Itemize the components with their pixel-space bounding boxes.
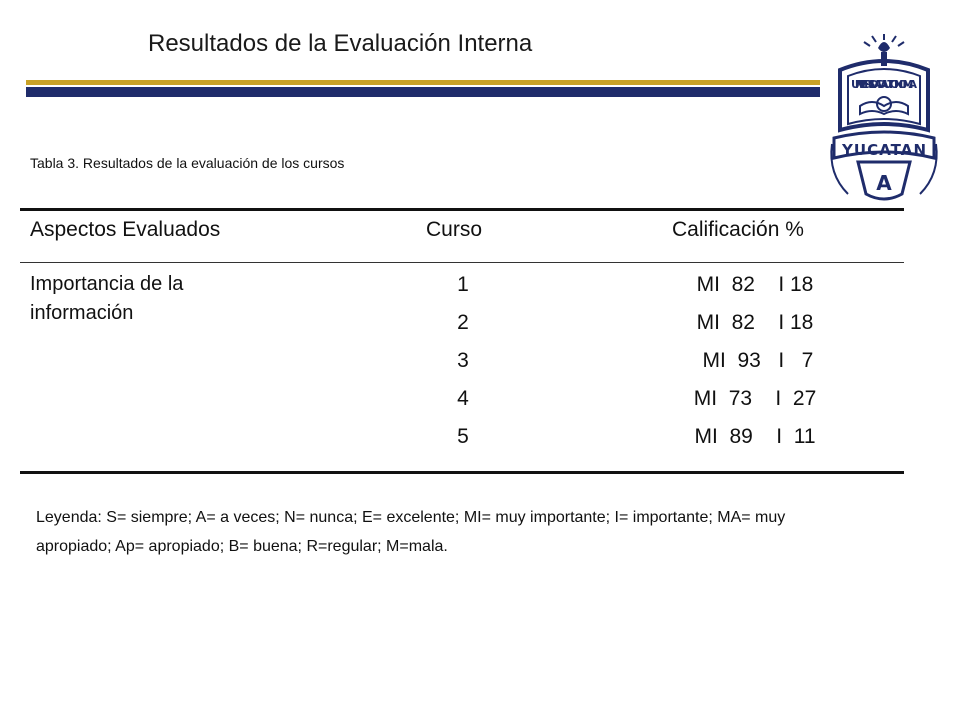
calificacion-column [640,268,870,458]
seal-bottom-text: YUCATAN [842,141,926,159]
curso-cell: 3 [457,349,469,372]
gold-divider [26,80,820,85]
calificacion-cell: MI 82 I 18 [696,311,814,334]
curso-column [438,268,488,458]
seal-top-text: UNIVERSIDAD AUTONOMA [851,78,917,91]
table-caption: Tabla 3. Resultados de la evaluación de los cursos [30,155,345,171]
curso-cell: 4 [457,387,469,410]
calificacion-cell: MI 93 I 7 [696,349,814,372]
header-aspectos: Aspectos Evaluados [30,218,221,241]
table-top-rule [20,208,904,211]
table-header-rule [20,262,904,263]
table-bottom-rule [20,471,904,474]
curso-cell: 1 [457,273,469,296]
slide-title: Resultados de la Evaluación Interna [148,30,533,57]
curso-cell: 2 [457,311,469,334]
header-calificacion: Calificación % [672,218,804,241]
navy-divider [26,87,820,97]
calificacion-cell: MI 89 I 11 [694,425,816,448]
legend-text: Leyenda: S= siempre; A= a veces; N= nunca; E= excelente; MI= muy importante; I= importante; MA= muy apropiado; Ap= apropiado; B= buena; R=regular; M=mala. [36,509,786,555]
curso-cell: 5 [457,425,469,448]
calificacion-cell: MI 73 I 27 [693,387,817,410]
header-curso: Curso [426,218,483,241]
svg-text:A: A [876,171,892,195]
calificacion-cell: MI 82 I 18 [696,273,814,296]
university-seal-icon [826,34,942,206]
aspect-cell: Importancia de la información [30,273,184,324]
